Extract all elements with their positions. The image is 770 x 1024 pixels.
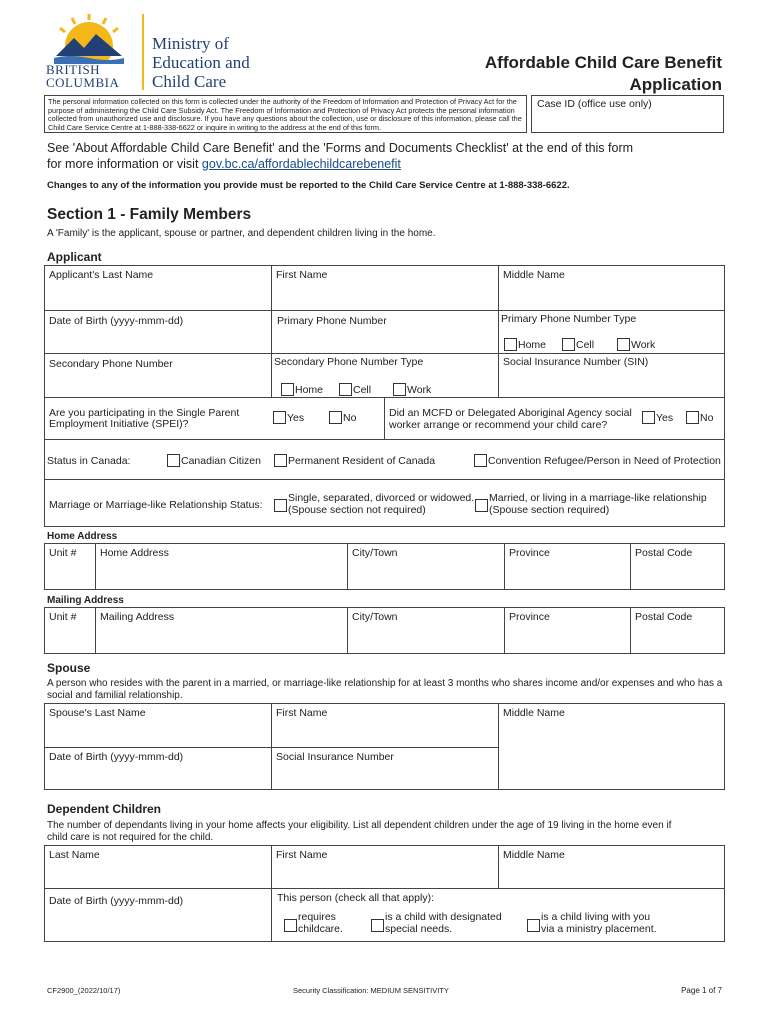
home-postal-label: Postal Code bbox=[635, 547, 693, 559]
home-unit-label: Unit # bbox=[49, 547, 77, 559]
form-title: Affordable Child Care Benefit Application bbox=[484, 53, 722, 94]
dependents-description: The number of dependants living in your home affects your eligibility. List all dependent children under the age of 19 living in the home even if child care is not required for the child. bbox=[47, 820, 672, 843]
status-citizen-checkbox[interactable] bbox=[167, 454, 180, 467]
spouse-first-name-field[interactable] bbox=[271, 704, 498, 747]
status-pr-checkbox[interactable] bbox=[274, 454, 287, 467]
security-classification: Security Classification: MEDIUM SENSITIVITY bbox=[293, 986, 449, 995]
spouse-last-name-label: Spouse's Last Name bbox=[49, 707, 146, 719]
home-province-field[interactable] bbox=[504, 544, 630, 589]
dependents-form bbox=[44, 845, 725, 942]
mcfd-no-checkbox[interactable] bbox=[686, 411, 699, 424]
primary-phone-type-label: Primary Phone Number Type bbox=[501, 313, 637, 325]
logo-text-columbia: COLUMBIA bbox=[46, 75, 120, 90]
status-refugee-label: Convention Refugee/Person in Need of Protection bbox=[488, 455, 721, 467]
special-needs-label: is a child with designated special needs. bbox=[385, 911, 502, 935]
spouse-middle-name-label: Middle Name bbox=[503, 707, 565, 719]
intro-line2: for more information or visit gov.bc.ca/affordablechildcarebenefit bbox=[47, 157, 401, 171]
mailing-address-field[interactable] bbox=[95, 608, 347, 653]
ministry-placement-label: is a child living with you via a ministry placement. bbox=[541, 911, 657, 935]
bc-logo-sun-icon bbox=[44, 12, 134, 64]
marriage-married-checkbox[interactable] bbox=[475, 499, 488, 512]
mailing-unit-label: Unit # bbox=[49, 611, 77, 623]
this-person-label: This person (check all that apply): bbox=[277, 892, 434, 904]
applicant-last-name-field[interactable] bbox=[45, 266, 271, 310]
home-address-heading: Home Address bbox=[47, 531, 118, 542]
mcfd-yes-label: Yes bbox=[656, 412, 674, 424]
mailing-address-label: Mailing Address bbox=[100, 611, 175, 623]
primary-work-label: Work bbox=[631, 339, 656, 351]
home-address-field[interactable] bbox=[95, 544, 347, 589]
mailing-postal-field[interactable] bbox=[630, 608, 724, 653]
mcfd-question: Did an MCFD or Delegated Aboriginal Agency social worker arrange or recommend your child care? bbox=[389, 407, 632, 431]
spouse-heading: Spouse bbox=[47, 661, 91, 675]
spouse-sin-field[interactable] bbox=[271, 747, 498, 789]
changes-notice: Changes to any of the information you provide must be reported to the Child Care Service Centre at 1-888-338-6622. bbox=[47, 180, 570, 191]
mailing-city-label: City/Town bbox=[352, 611, 398, 623]
logo-text-british: BRITISH bbox=[46, 62, 101, 77]
spouse-dob-label: Date of Birth (yyyy-mmm-dd) bbox=[49, 751, 184, 763]
spouse-form bbox=[44, 703, 725, 790]
spouse-last-name-field[interactable] bbox=[45, 704, 271, 747]
child-dob-field[interactable] bbox=[45, 888, 271, 941]
dependents-heading: Dependent Children bbox=[47, 802, 162, 816]
spei-question-row bbox=[45, 397, 384, 439]
mailing-postal-label: Postal Code bbox=[635, 611, 693, 623]
applicant-form bbox=[44, 265, 725, 527]
marriage-single-checkbox[interactable] bbox=[274, 499, 287, 512]
status-in-canada-row bbox=[45, 439, 724, 479]
page-number: Page 1 of 7 bbox=[681, 986, 722, 995]
spei-no-checkbox[interactable] bbox=[329, 411, 342, 424]
mailing-unit-field[interactable] bbox=[45, 608, 95, 653]
home-address-label: Home Address bbox=[100, 547, 169, 559]
child-last-name-label: Last Name bbox=[49, 849, 100, 861]
primary-cell-checkbox[interactable] bbox=[562, 338, 575, 351]
marriage-married-label: Married, or living in a marriage-like relationship (Spouse section required) bbox=[489, 492, 707, 516]
applicant-secondary-phone-field[interactable] bbox=[45, 353, 271, 397]
secondary-home-checkbox[interactable] bbox=[281, 383, 294, 396]
mailing-address-form bbox=[44, 607, 725, 654]
spei-question: Are you participating in the Single Parent Employment Initiative (SPEI)? bbox=[49, 407, 240, 430]
intro-line1: See 'About Affordable Child Care Benefit' and the 'Forms and Documents Checklist' at the end of this form bbox=[47, 141, 634, 155]
ministry-name: Ministry of Education and Child Care bbox=[152, 34, 250, 91]
home-unit-field[interactable] bbox=[45, 544, 95, 589]
mailing-city-field[interactable] bbox=[347, 608, 504, 653]
applicant-first-name-field[interactable] bbox=[271, 266, 498, 310]
secondary-work-label: Work bbox=[407, 384, 432, 396]
logo-divider bbox=[142, 14, 144, 90]
status-label: Status in Canada: bbox=[47, 455, 131, 467]
requires-childcare-checkbox[interactable] bbox=[284, 919, 297, 932]
marriage-label: Marriage or Marriage-like Relationship Status: bbox=[49, 499, 263, 511]
applicant-sin-field[interactable] bbox=[498, 353, 724, 397]
home-address-form bbox=[44, 543, 725, 590]
applicant-primary-phone-field[interactable] bbox=[271, 310, 498, 353]
mcfd-no-label: No bbox=[700, 412, 714, 424]
spouse-middle-name-field[interactable] bbox=[498, 704, 724, 789]
section1-title: Section 1 - Family Members bbox=[47, 206, 252, 223]
applicant-dob-field[interactable] bbox=[45, 310, 271, 353]
secondary-home-label: Home bbox=[295, 384, 324, 396]
applicant-primary-phone-type bbox=[498, 310, 724, 353]
spouse-description: A person who resides with the parent in a married, or marriage-like relationship for at least 3 months who shares income and/or expenses and who has a social and familial relationship. bbox=[47, 678, 723, 701]
privacy-notice: The personal information collected on this form is collected under the authority of the Freedom of Information and Protection of Privacy Act for the purpose of administering the Child Care Subsidy Act. The Freedom of Information and Protection of Privacy Act protects the personal information collected from unauthorized use and disclosure. If you have any questions about the collection, use or disclosure of this information, please call the Child Care Service Centre at 1-888-338-6622 or inquire in writing to the address at the end of this form. bbox=[44, 95, 527, 133]
form-id: CF2900_(2022/10/17) bbox=[47, 986, 121, 995]
spei-yes-checkbox[interactable] bbox=[273, 411, 286, 424]
requires-childcare-label: requires childcare. bbox=[298, 911, 343, 935]
home-city-field[interactable] bbox=[347, 544, 504, 589]
secondary-work-checkbox[interactable] bbox=[393, 383, 406, 396]
child-middle-name-label: Middle Name bbox=[503, 849, 565, 861]
child-first-name-label: First Name bbox=[276, 849, 328, 861]
secondary-phone-type-label: Secondary Phone Number Type bbox=[274, 356, 424, 368]
applicant-last-name-label: Applicant's Last Name bbox=[49, 269, 154, 281]
applicant-heading: Applicant bbox=[47, 250, 102, 264]
primary-home-label: Home bbox=[518, 339, 547, 351]
child-attributes bbox=[271, 888, 724, 941]
secondary-cell-label: Cell bbox=[353, 384, 372, 396]
child-first-name-field[interactable] bbox=[271, 846, 498, 888]
applicant-middle-name-label: Middle Name bbox=[503, 269, 565, 281]
home-postal-field[interactable] bbox=[630, 544, 724, 589]
child-dob-label: Date of Birth (yyyy-mmm-dd) bbox=[49, 895, 184, 907]
case-id-label: Case ID (office use only) bbox=[537, 98, 652, 110]
mailing-province-field[interactable] bbox=[504, 608, 630, 653]
case-id-box[interactable] bbox=[531, 95, 724, 133]
benefit-link[interactable]: gov.bc.ca/affordablechildcarebenefit bbox=[201, 157, 401, 171]
status-pr-label: Permanent Resident of Canada bbox=[288, 455, 436, 467]
applicant-middle-name-field[interactable] bbox=[498, 266, 724, 310]
primary-cell-label: Cell bbox=[576, 339, 595, 351]
child-middle-name-field[interactable] bbox=[498, 846, 724, 888]
primary-home-checkbox[interactable] bbox=[504, 338, 517, 351]
mcfd-question-row bbox=[384, 397, 724, 439]
applicant-primary-phone-label: Primary Phone Number bbox=[277, 315, 387, 327]
bc-logo bbox=[44, 12, 134, 92]
secondary-phone-label: Secondary Phone Number bbox=[49, 358, 173, 370]
home-province-label: Province bbox=[509, 547, 550, 559]
applicant-secondary-phone-type bbox=[271, 353, 498, 397]
status-citizen-label: Canadian Citizen bbox=[181, 455, 261, 467]
spei-yes-label: Yes bbox=[287, 412, 305, 424]
spouse-dob-field[interactable] bbox=[45, 747, 271, 789]
marriage-single-label: Single, separated, divorced or widowed. (Spouse section not required) bbox=[288, 492, 475, 516]
home-city-label: City/Town bbox=[352, 547, 398, 559]
spei-no-label: No bbox=[343, 412, 357, 424]
marriage-status-row bbox=[45, 479, 724, 526]
special-needs-checkbox[interactable] bbox=[371, 919, 384, 932]
spouse-sin-label: Social Insurance Number bbox=[276, 751, 394, 763]
family-definition: A 'Family' is the applicant, spouse or partner, and dependent children living in the home. bbox=[47, 228, 436, 239]
mailing-province-label: Province bbox=[509, 611, 550, 623]
ministry-placement-checkbox[interactable] bbox=[527, 919, 540, 932]
mcfd-yes-checkbox[interactable] bbox=[642, 411, 655, 424]
mailing-address-heading: Mailing Address bbox=[47, 595, 124, 606]
child-last-name-field[interactable] bbox=[45, 846, 271, 888]
applicant-sin-label: Social Insurance Number (SIN) bbox=[503, 356, 649, 368]
applicant-dob-label: Date of Birth (yyyy-mmm-dd) bbox=[49, 315, 184, 327]
status-refugee-checkbox[interactable] bbox=[474, 454, 487, 467]
primary-work-checkbox[interactable] bbox=[617, 338, 630, 351]
secondary-cell-checkbox[interactable] bbox=[339, 383, 352, 396]
spouse-first-name-label: First Name bbox=[276, 707, 328, 719]
applicant-first-name-label: First Name bbox=[276, 269, 328, 281]
